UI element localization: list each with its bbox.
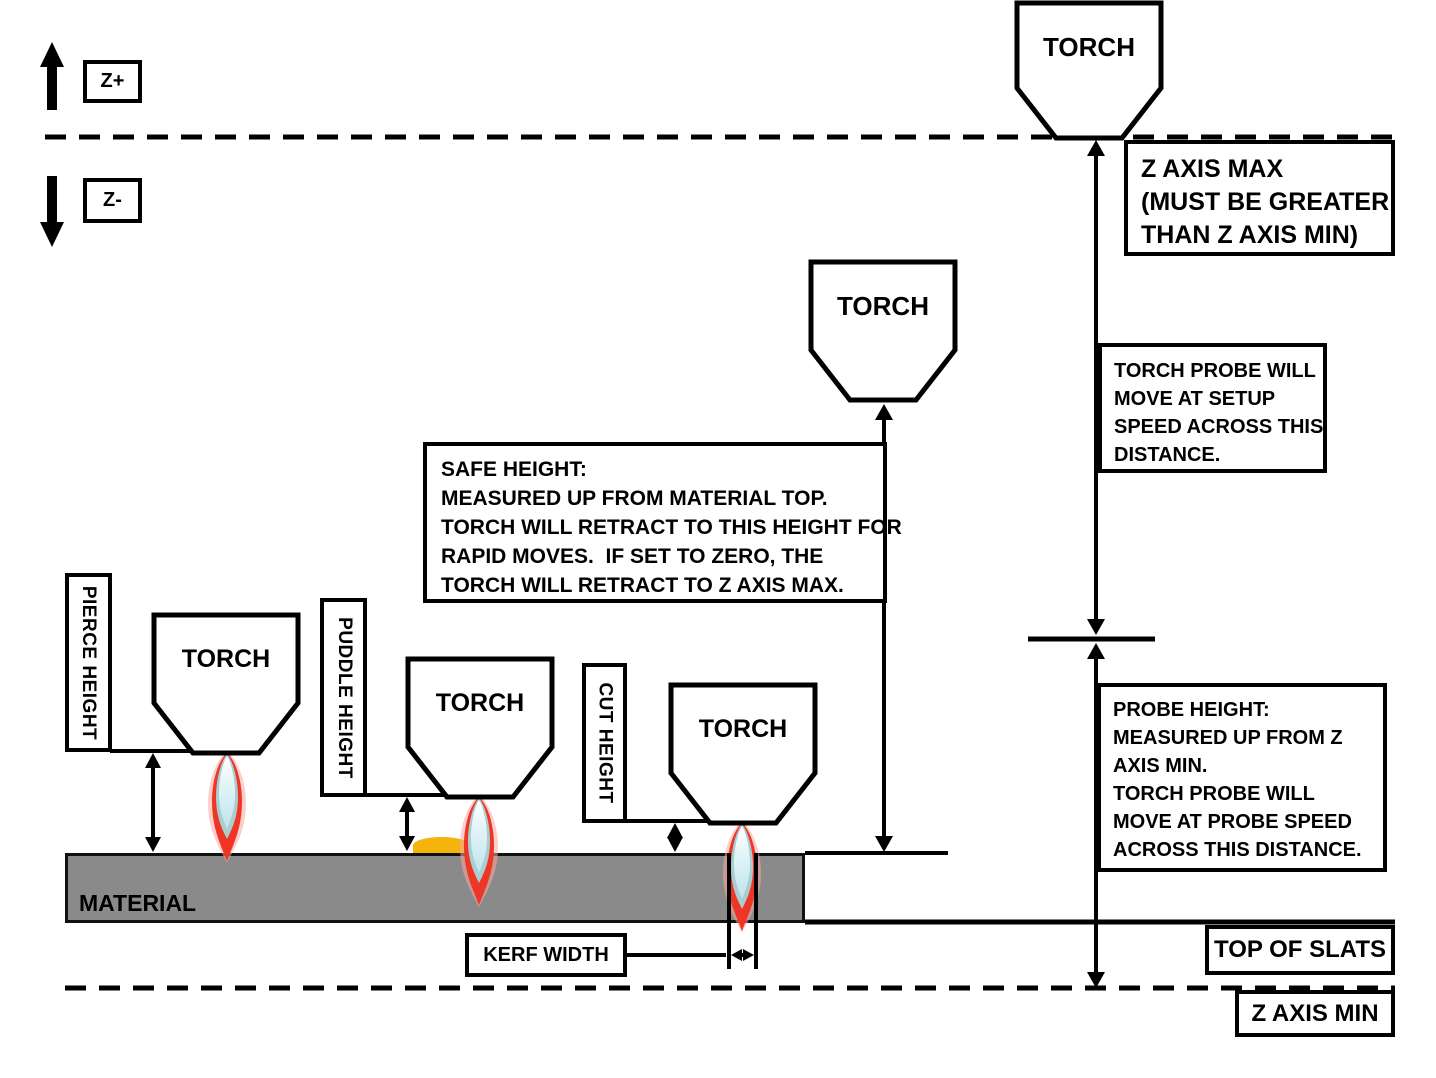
plasma-flame-pierce-icon [208, 751, 246, 863]
z-axis-min-label: Z AXIS MIN [1235, 990, 1395, 1037]
z-plus-legend-box: Z+ [83, 60, 142, 103]
top-of-slats-label: TOP OF SLATS [1205, 925, 1395, 975]
material-label: MATERIAL [79, 890, 197, 916]
torch-label-safe: TORCH [837, 290, 929, 321]
cut-height-label: CUT HEIGHT [582, 663, 627, 823]
safe-height-callout: SAFE HEIGHT: MEASURED UP FROM MATERIAL TOP. TORCH WILL RETRACT TO THIS HEIGHT FOR RAPID MOVES. IF SET TO ZERO, THE TORCH WILL RETRACT TO Z AXIS MAX. [423, 442, 887, 603]
torch-label-top: TORCH [1043, 31, 1135, 62]
plasma-flame-puddle-icon [460, 795, 498, 907]
pierce-height-arrow [145, 753, 161, 852]
z-plus-arrow-icon [40, 42, 64, 110]
probe-height-callout: PROBE HEIGHT: MEASURED UP FROM Z AXIS MIN. TORCH PROBE WILL MOVE AT PROBE SPEED ACROSS THIS DISTANCE. [1097, 683, 1387, 872]
kerf-width-arrow [731, 949, 754, 961]
pierce-height-label: PIERCE HEIGHT [65, 573, 112, 752]
z-minus-legend-box: Z- [83, 178, 142, 223]
setup-speed-callout: TORCH PROBE WILL MOVE AT SETUP SPEED ACROSS THIS DISTANCE. [1098, 343, 1327, 473]
torch-label-cut: TORCH [698, 714, 788, 743]
z-axis-max-callout: Z AXIS MAX (MUST BE GREATER THAN Z AXIS MIN) [1124, 140, 1395, 256]
kerf-width-label: KERF WIDTH [465, 933, 627, 977]
torch-label-pierce: TORCH [181, 644, 271, 673]
z-minus-arrow-icon [40, 176, 64, 247]
cut-height-arrow [667, 823, 683, 852]
torch-label-puddle: TORCH [435, 688, 525, 717]
puddle-height-label: PUDDLE HEIGHT [320, 598, 367, 797]
puddle-height-arrow [399, 797, 415, 851]
